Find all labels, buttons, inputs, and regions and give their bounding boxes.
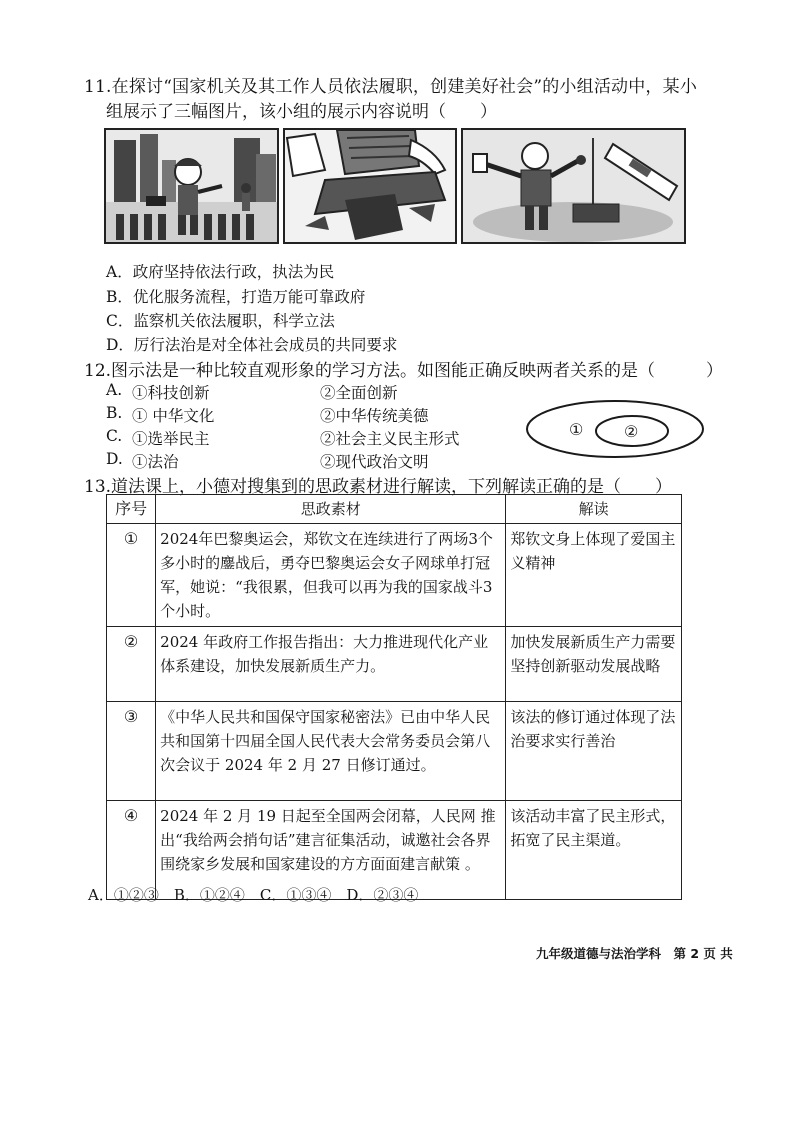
q11-option-b: B．优化服务流程，打造万能可靠政府 bbox=[106, 288, 366, 306]
table-row bbox=[107, 524, 682, 627]
table-row bbox=[107, 702, 682, 801]
q12-option-d-item1: ①法治 bbox=[132, 453, 179, 471]
q12-stem: 12.图示法是一种比较直观形象的学习方法。如图能正确反映两者关系的是（ ） bbox=[84, 361, 724, 381]
row-material: 《中华人民共和国保守国家秘密法》已由中华人民共和国第十四届全国人民代表大会常务委员会第八 次会议于 2024 年 2 月 27 日修订通过。 bbox=[156, 702, 506, 801]
q12-option-b-label: B. bbox=[106, 404, 123, 422]
q11-image-strip bbox=[104, 128, 686, 244]
outer-ellipse bbox=[527, 401, 703, 457]
q12-option-a-item2: ②全面创新 bbox=[320, 384, 398, 402]
header-interpretation: 解读 bbox=[506, 495, 682, 524]
page-footer: 九年级道德与法治学科 第 2 页 共 bbox=[536, 946, 733, 961]
traffic-police-image bbox=[104, 128, 279, 244]
row-number: ③ bbox=[107, 702, 156, 801]
row-number: ① bbox=[107, 524, 156, 627]
header-number: 序号 bbox=[107, 495, 156, 524]
row-interpretation: 该法的修订通过体现了法治要求实行善治 bbox=[506, 702, 682, 801]
refuse-bribe-image bbox=[461, 128, 686, 244]
q13-options: A．①②③ B．①②④ C．①③④ D．②③④ bbox=[88, 886, 419, 904]
venn-label-1: ① bbox=[569, 420, 584, 439]
q13-table bbox=[106, 494, 682, 900]
q12-option-a-label: A. bbox=[106, 381, 123, 399]
q13-stem: 13.道法课上，小德对搜集到的思政素材进行解读，下列解读正确的是（ ） bbox=[84, 477, 673, 497]
q12-option-d-label: D. bbox=[106, 450, 123, 468]
q11-option-c: C．监察机关依法履职，科学立法 bbox=[106, 312, 335, 330]
q11-stem-line2: 组展示了三幅图片，该小组的展示内容说明（ ） bbox=[106, 102, 497, 122]
table-header-row bbox=[107, 495, 682, 524]
row-interpretation: 郑钦文身上体现了爱国主义精神 bbox=[506, 524, 682, 627]
table-row bbox=[107, 627, 682, 702]
q12-option-c-item1: ①选举民主 bbox=[132, 430, 210, 448]
q12-option-c-label: C. bbox=[106, 427, 123, 445]
q11-option-a: A．政府坚持依法行政，执法为民 bbox=[106, 263, 335, 281]
venn-diagram bbox=[524, 398, 706, 460]
row-material: 2024 年 2 月 19 日起至全国两会闭幕，人民网 推出“我给两会捎句话”建言征集活动，诚邀社会各界围绕家乡发展和国家建设的方方面面建言献策 。 bbox=[156, 801, 506, 900]
row-material: 2024 年政府工作报告指出：大力推进现代化产业体系建设，加快发展新质生产力。 bbox=[156, 627, 506, 702]
q12-option-d-item2: ②现代政治文明 bbox=[320, 453, 429, 471]
q12-option-b-item2: ②中华传统美德 bbox=[320, 407, 429, 425]
q11-option-d: D．厉行法治是对全体社会成员的共同要求 bbox=[106, 336, 398, 354]
row-number: ② bbox=[107, 627, 156, 702]
row-interpretation: 该活动丰富了民主形式，拓宽了民主渠道。 bbox=[506, 801, 682, 900]
q11-stem-line1: 11.在探讨“国家机关及其工作人员依法履职，创建美好社会”的小组活动中，某小 bbox=[84, 77, 698, 97]
header-material: 思政素材 bbox=[156, 495, 506, 524]
row-number: ④ bbox=[107, 801, 156, 900]
row-interpretation: 加快发展新质生产力需要坚持创新驱动发展战略 bbox=[506, 627, 682, 702]
row-material: 2024年巴黎奥运会，郑钦文在连续进行了两场3个多小时的鏖战后，勇夺巴黎奥运会女子网球单打冠军，她说：“我很累，但我可以再为我的国家战斗3个小时。 bbox=[156, 524, 506, 627]
q12-option-b-item1: ① 中华文化 bbox=[132, 407, 215, 425]
venn-label-2: ② bbox=[624, 422, 639, 441]
q12-option-a-item1: ①科技创新 bbox=[132, 384, 210, 402]
stamp-hand-image bbox=[283, 128, 457, 244]
q12-option-c-item2: ②社会主义民主形式 bbox=[320, 430, 460, 448]
